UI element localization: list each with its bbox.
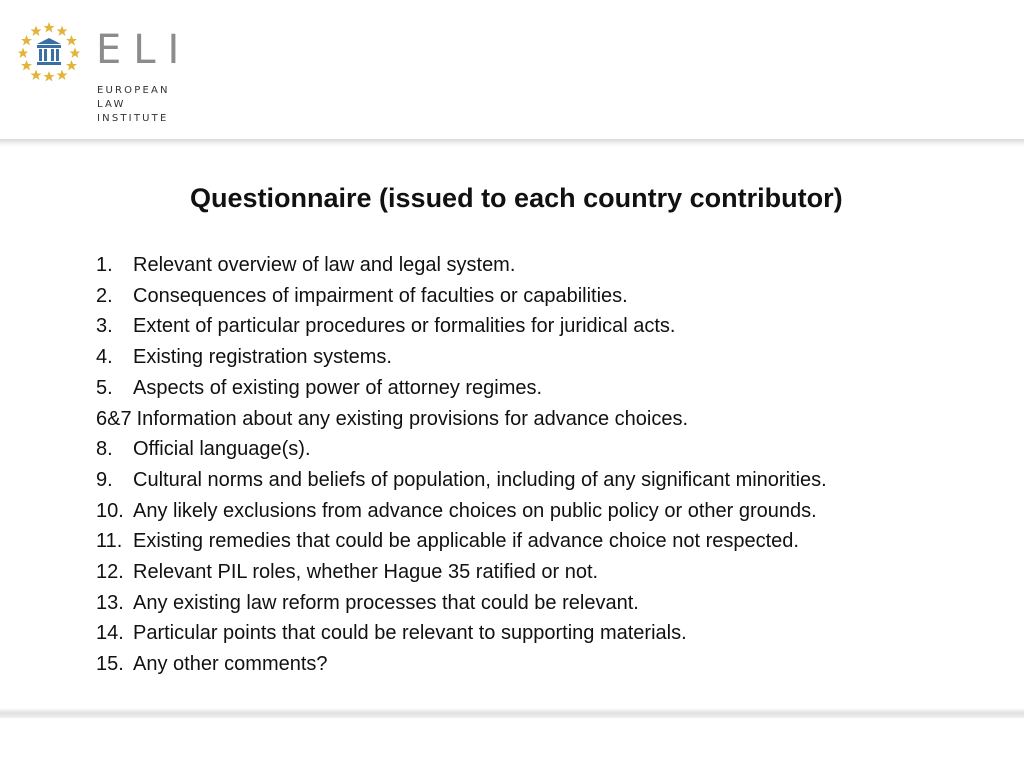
list-item-number: 6&7 [96,407,132,430]
eli-emblem-icon [18,20,80,82]
list-item-number: 12. [96,561,124,584]
list-item [96,281,996,312]
list-item [96,311,996,342]
header-band [0,0,1024,140]
list-item [96,250,996,281]
list-item-text: Existing registration systems. [133,346,392,369]
list-item [96,342,996,373]
list-item [96,649,996,680]
list-item-number: 2. [96,284,113,307]
list-item-number: 15. [96,653,124,676]
list-item-text: Any likely exclusions from advance choices on public policy or other grounds. [133,499,817,522]
list-item [96,588,996,619]
list-item-text: Any existing law reform processes that could be relevant. [133,591,639,614]
list-item-text: Particular points that could be relevant to supporting materials. [133,622,687,645]
list-item-number: 9. [96,468,113,491]
list-item-text: Existing remedies that could be applicable if advance choice not respected. [133,530,799,553]
eli-subtitle-line-3: INSTITUTE [97,113,169,124]
eli-subtitle-line-2: LAW [97,99,126,110]
list-item [96,618,996,649]
list-item-text: Relevant PIL roles, whether Hague 35 ratified or not. [133,561,599,584]
list-item-text: Information about any existing provisions for advance choices. [136,407,689,430]
eli-subtitle-line-1: EUROPEAN [97,85,170,96]
list-item-number: 3. [96,315,113,338]
list-item-number: 8. [96,438,113,461]
list-item [96,404,996,435]
eli-wordmark: ELI [96,27,192,73]
footer-divider [0,708,1024,718]
list-item-number: 10. [96,499,124,522]
eli-subtitle [97,84,170,126]
header-divider [0,139,1024,147]
list-item-text: Consequences of impairment of faculties or capabilities. [133,284,628,307]
list-item-number: 11. [96,530,123,553]
list-item-text: Cultural norms and beliefs of population, including of any significant minorities. [133,468,827,491]
slide-title: Questionnaire (issued to each country contributor) [190,183,843,213]
list-item-number: 14. [96,622,124,645]
list-item-text: Extent of particular procedures or formalities for juridical acts. [133,315,676,338]
list-item-number: 5. [96,376,113,399]
list-item-number: 4. [96,346,113,369]
list-item-text: Official language(s). [133,438,311,461]
list-item [96,373,996,404]
list-item [96,434,996,465]
list-item [96,526,996,557]
list-item-text: Relevant overview of law and legal system. [133,254,516,276]
list-item [96,465,996,496]
list-item-text: Any other comments? [133,653,328,676]
questionnaire-list [96,250,996,680]
list-item [96,557,996,588]
list-item-number: 13. [96,591,124,614]
list-item-text: Aspects of existing power of attorney regimes. [133,376,543,399]
list-item [96,496,996,527]
list-item-number: 1. [96,254,113,276]
